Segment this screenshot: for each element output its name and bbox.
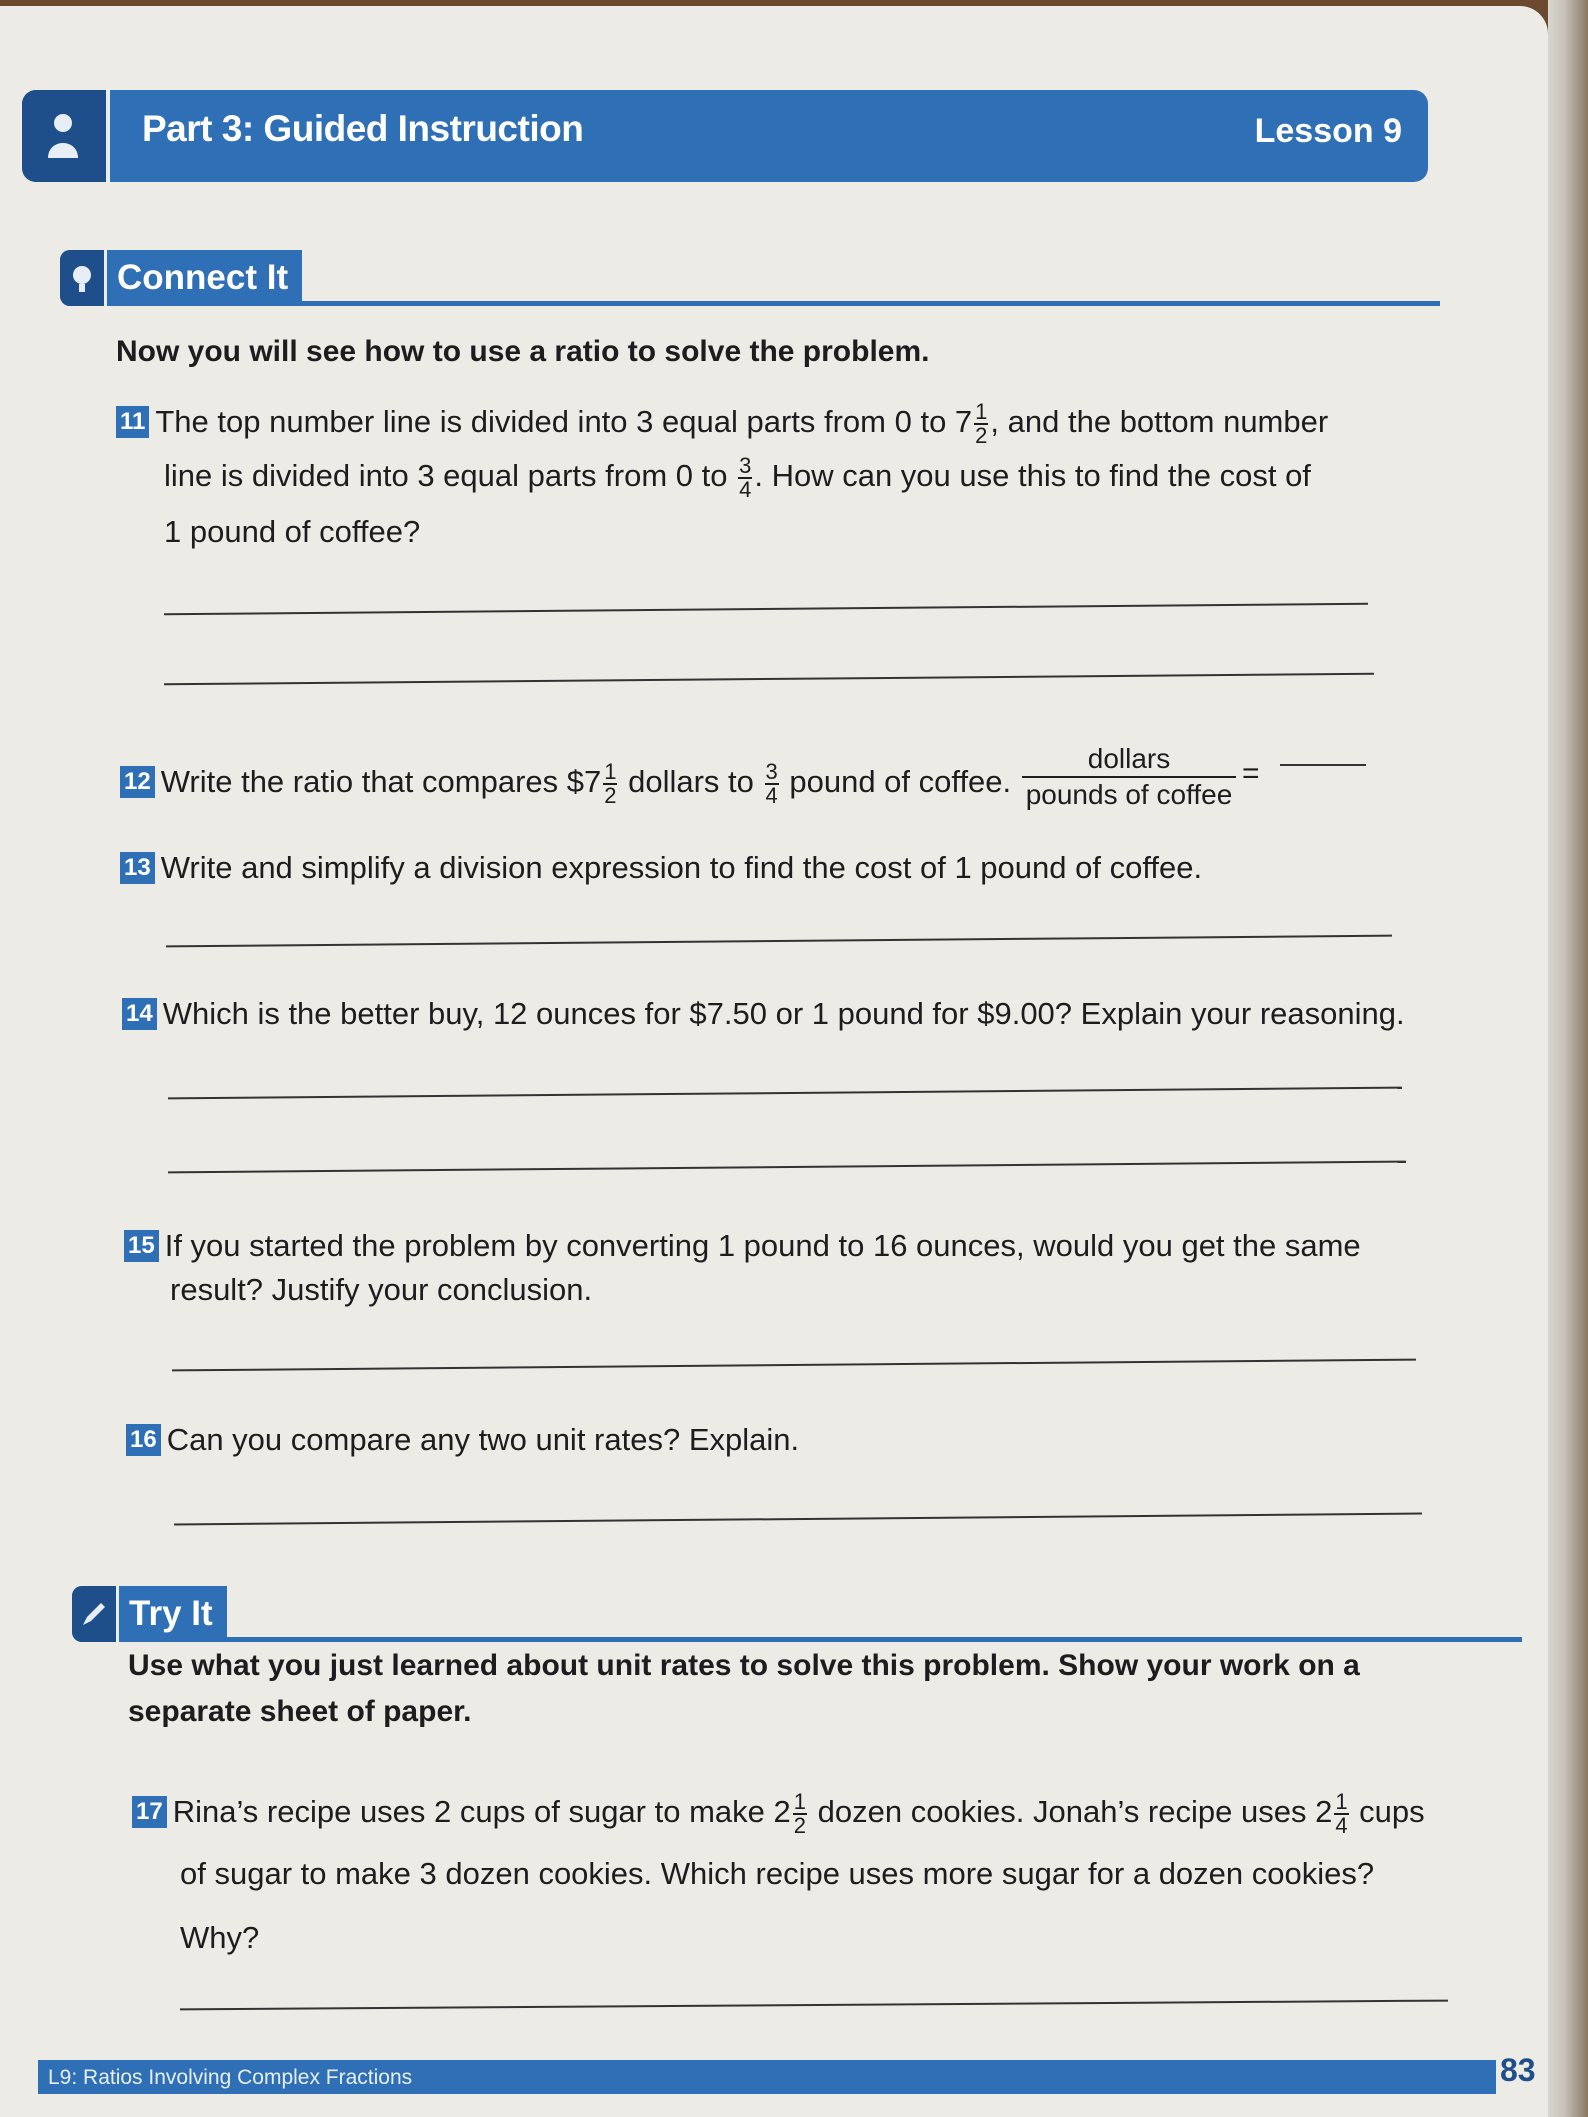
- fraction-denominator: 2: [604, 782, 617, 808]
- question-number: 16: [126, 1424, 161, 1456]
- question-11-line-3: 1 pound of coffee?: [164, 514, 421, 549]
- equals-sign: =: [1242, 757, 1260, 790]
- fraction-numerator: 3: [739, 452, 752, 478]
- fraction: [765, 758, 779, 808]
- try-it-intro-line-2: separate sheet of paper.: [128, 1695, 472, 1728]
- question-number: 17: [132, 1796, 167, 1828]
- question-text: cups: [1350, 1794, 1425, 1829]
- question-number: 12: [120, 766, 155, 798]
- answer-line[interactable]: [164, 673, 1374, 686]
- answer-line[interactable]: [172, 1359, 1416, 1372]
- connect-it-intro: Now you will see how to use a ratio to solve the problem.: [116, 335, 930, 368]
- person-icon: [22, 90, 110, 182]
- question-text: , and the bottom number: [990, 404, 1329, 439]
- connect-it-label: Connect It: [117, 258, 289, 297]
- fraction-denominator: 2: [975, 422, 988, 448]
- fraction: [603, 758, 617, 808]
- section-rule: [290, 301, 1440, 306]
- question-12: [120, 754, 1011, 810]
- fraction: [793, 1788, 807, 1838]
- try-it-section: [72, 1586, 1522, 1642]
- try-it-label: Try It: [129, 1594, 213, 1633]
- answer-line[interactable]: [166, 935, 1392, 948]
- pencil-icon: [72, 1586, 119, 1642]
- question-text: dollars to: [619, 764, 763, 799]
- question-text: . How can you use this to find the cost of: [754, 458, 1311, 493]
- question-number: 14: [122, 998, 157, 1030]
- fraction-denominator: 4: [739, 476, 752, 502]
- fraction-denominator: 4: [1335, 1812, 1348, 1838]
- fraction-numerator: 1: [793, 1788, 806, 1814]
- fraction-denominator: 4: [765, 782, 778, 808]
- question-text: If you started the problem by converting 1 pound to 16 ounces, would you get the same: [164, 1228, 1361, 1263]
- answer-blank[interactable]: [1280, 764, 1366, 766]
- lesson-label: Lesson 9: [1254, 112, 1402, 150]
- question-text: Write and simplify a division expression to find the cost of 1 pound of coffee.: [160, 850, 1203, 885]
- fraction-numerator: 1: [604, 758, 617, 784]
- question-11-line-2: [164, 448, 1311, 504]
- connect-it-section: [60, 250, 1440, 306]
- question-number: 13: [120, 852, 155, 884]
- question-17: [132, 1784, 1425, 1840]
- question-13: [120, 840, 1202, 896]
- connect-it-tag: [60, 250, 302, 306]
- question-15-line-2: result? Justify your conclusion.: [170, 1272, 593, 1307]
- answer-line[interactable]: [168, 1087, 1402, 1100]
- page-number: 83: [1500, 2052, 1536, 2088]
- fraction: [738, 452, 752, 502]
- fraction-numerator: 1: [1335, 1788, 1348, 1814]
- fraction-numerator: 3: [765, 758, 778, 784]
- question-17-line-3: Why?: [180, 1920, 260, 1955]
- question-text: pound of coffee.: [780, 764, 1012, 799]
- page-edge: [1548, 0, 1588, 2117]
- question-text: Can you compare any two unit rates? Explain.: [166, 1422, 800, 1457]
- fraction-denominator: 2: [793, 1812, 806, 1838]
- magnifier-icon: [60, 250, 107, 306]
- question-text: Write the ratio that compares $7: [160, 764, 602, 799]
- ratio-denominator: pounds of coffee: [1025, 779, 1233, 810]
- try-it-tag: [72, 1586, 227, 1642]
- question-11: [116, 394, 1328, 450]
- answer-line[interactable]: [168, 1161, 1406, 1174]
- footer-lesson-title: L9: Ratios Involving Complex Fractions: [48, 2066, 413, 2089]
- answer-line[interactable]: [164, 603, 1368, 616]
- workbook-page: [0, 6, 1548, 2117]
- question-14: [122, 986, 1405, 1042]
- question-number: 15: [124, 1230, 159, 1262]
- ratio-fraction: [1022, 742, 1236, 812]
- fraction: [974, 398, 988, 448]
- answer-line[interactable]: [174, 1513, 1422, 1526]
- question-text: dozen cookies. Jonah’s recipe uses 2: [809, 1794, 1333, 1829]
- footer-band: [38, 2060, 1496, 2094]
- question-text: Rina’s recipe uses 2 cups of sugar to make 2: [172, 1794, 791, 1829]
- question-17-line-2: of sugar to make 3 dozen cookies. Which recipe uses more sugar for a dozen cookies?: [180, 1856, 1375, 1891]
- question-number: 11: [116, 406, 149, 438]
- ratio-numerator: dollars: [1022, 742, 1236, 778]
- question-16: [126, 1412, 799, 1468]
- answer-line[interactable]: [180, 2000, 1448, 2011]
- fraction: [1334, 1788, 1348, 1838]
- header-band: [22, 90, 1428, 182]
- fraction-numerator: 1: [975, 398, 988, 424]
- try-it-intro-line-1: Use what you just learned about unit rates to solve this problem. Show your work on a: [128, 1649, 1360, 1682]
- page-title: Part 3: Guided Instruction: [142, 108, 584, 149]
- question-text: Which is the better buy, 12 ounces for $7.50 or 1 pound for $9.00? Explain your reasoning.: [162, 996, 1405, 1031]
- question-text: line is divided into 3 equal parts from 0 to: [164, 458, 737, 493]
- question-text: The top number line is divided into 3 equal parts from 0 to 7: [155, 404, 973, 439]
